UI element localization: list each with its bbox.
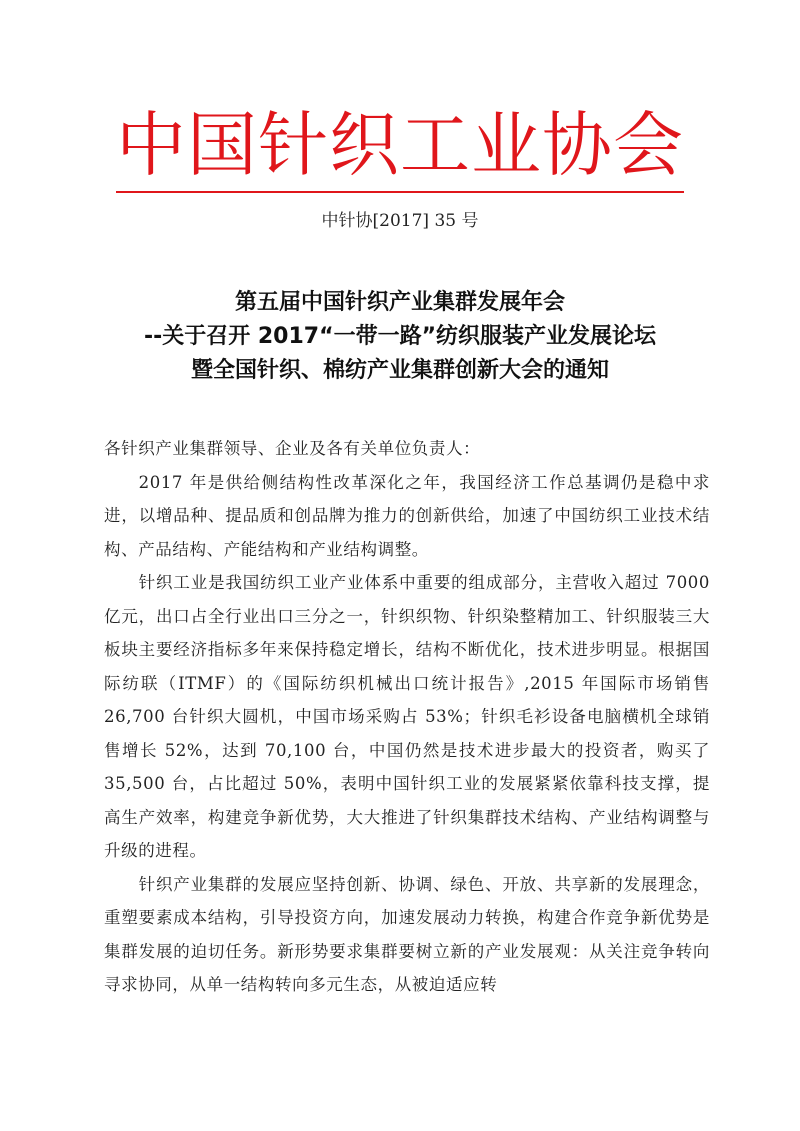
title-line-1: 第五届中国针织产业集群发展年会 [234,290,565,315]
document-number: 中针协[2017] 35 号 [321,211,479,231]
title-line-2: --关于召开 2017“一带一路”纺织服装产业发展论坛 [143,324,657,349]
body-paragraph-1: 2017 年是供给侧结构性改革深化之年，我国经济工作总基调仍是稳中求进，以增品种、提品质和创品牌为推力的创新供给，加速了中国纺织工业技术结构、产品结构、产能结构和产业结构调整。 [104,472,710,559]
body-paragraph-3: 针织产业集群的发展应坚持创新、协调、绿色、开放、共享新的发展理念，重塑要素成本结构，引导投资方向，加速发展动力转换，构建合作竞争新优势是集群发展的迫切任务。新形势要求集群要树立新的产业发展观：从关注竞争转向寻求协同，从单一结构转向多元生态，从被迫适应转 [104,874,710,994]
body-paragraph-2: 针织工业是我国纺织工业产业体系中重要的组成部分，主营收入超过 7000 亿元，出口占全行业出口三分之一，针织织物、针织染整精加工、针织服装三大板块主要经济指标多年来保持稳定增长，结构不断优化，技术进步明显。根据国际纺联（ITMF）的《国际纺织机械出口统计报告》,2015 年国际市场销售 26,700 台针织大圆机，中国市场采购占 53%；针织毛衫设备电脑横机全球销售增长 52%，达到 70,100 台，中国仍然是技术进步最大的投资者，购买了 35,500 台，占比超过 50%，表明中国针织工业的发展紧紧依靠科技支撑，提高生产效率，构建竞争新优势，大大推进了针织集群技术结构、产业结构调整与升级的进程。 [104,573,710,860]
header-divider [116,191,684,193]
document-body [104,432,710,1002]
organization-header: 中国针织工业协会 [116,104,684,186]
salutation: 各针织产业集群领导、企业及各有关单位负责人： [104,439,481,458]
title-line-3: 暨全国针织、棉纺产业集群创新大会的通知 [190,358,609,383]
document-title [80,286,720,388]
